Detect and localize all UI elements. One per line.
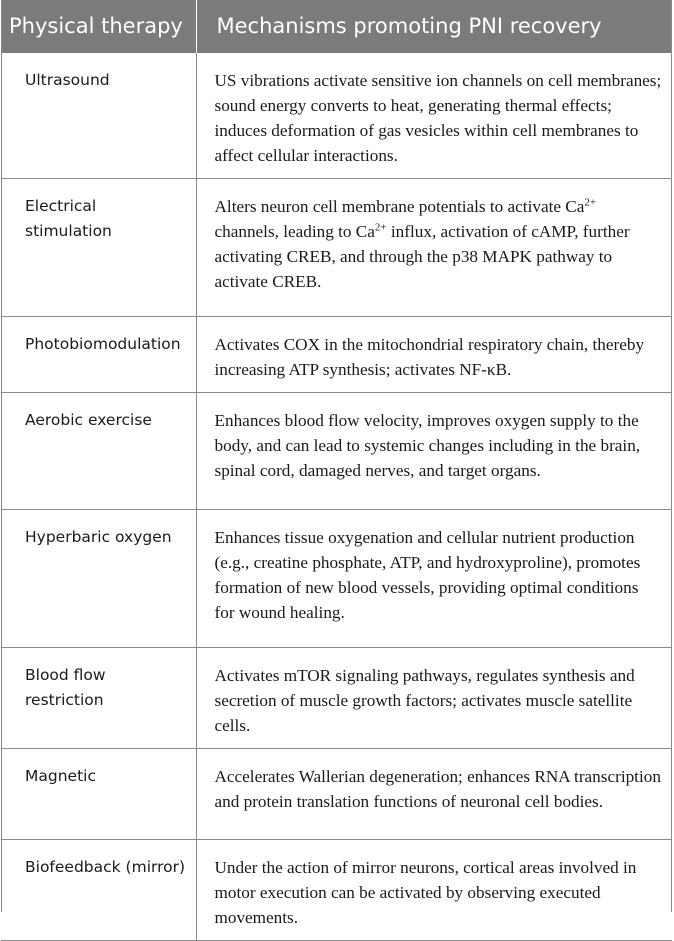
mechanism-cell: Activates COX in the mitochondrial respiratory chain, thereby increasing ATP synthesis; activates NF-κB. <box>196 317 672 393</box>
mechanism-cell: Enhances blood flow velocity, improves oxygen supply to the body, and can lead to systemic changes including in the brain, spinal cord, damaged nerves, and target organs. <box>196 393 672 510</box>
mechanism-cell: Accelerates Wallerian degeneration; enhances RNA transcription and protein translation functions of neuronal cell bodies. <box>196 749 672 840</box>
table-row <box>1 393 672 510</box>
table-header-row <box>1 0 672 53</box>
table-row <box>1 749 672 840</box>
table-row <box>1 179 672 317</box>
mechanism-text-part: Alters neuron cell membrane potentials to activate Ca <box>214 197 585 216</box>
therapy-cell: Hyperbaric oxygen <box>1 510 196 648</box>
table-left-border <box>1 0 2 912</box>
table-row <box>1 510 672 648</box>
table-row <box>1 840 672 941</box>
header-mechanisms: Mechanisms promoting PNI recovery <box>196 0 672 53</box>
table-row <box>1 317 672 393</box>
mechanism-cell: Under the action of mirror neurons, cortical areas involved in motor execution can be activated by observing executed movements. <box>196 840 672 941</box>
header-physical-therapy: Physical therapy <box>1 0 196 53</box>
table-row <box>1 648 672 749</box>
mechanism-cell: Activates mTOR signaling pathways, regulates synthesis and secretion of muscle growth factors; activates muscle satellite cells. <box>196 648 672 749</box>
therapy-cell: Magnetic <box>1 749 196 840</box>
therapy-cell: Aerobic exercise <box>1 393 196 510</box>
therapy-mechanism-table <box>1 0 672 941</box>
superscript-charge: 2+ <box>584 196 597 209</box>
therapy-cell: Photobiomodulation <box>1 317 196 393</box>
therapy-cell: Blood flow restriction <box>1 648 196 749</box>
therapy-cell: Biofeedback (mirror) <box>1 840 196 941</box>
table-right-border <box>671 0 672 912</box>
table-row <box>1 53 672 179</box>
mechanism-text-part: influx, activation of cAMP, further activating CREB, and through the p38 MAPK pathway to activate CREB. <box>214 222 630 291</box>
therapy-cell: Electrical stimulation <box>1 179 196 317</box>
superscript-charge: 2+ <box>374 221 387 234</box>
mechanism-cell: Enhances tissue oxygenation and cellular nutrient production (e.g., creatine phosphate, ATP, and hydroxyproline), promotes formation of new blood vessels, providing optimal conditions for wound healing. <box>196 510 672 648</box>
mechanism-text-part: channels, leading to Ca <box>214 222 375 241</box>
therapy-cell: Ultrasound <box>1 53 196 179</box>
mechanism-cell <box>196 179 672 317</box>
mechanism-cell: US vibrations activate sensitive ion channels on cell membranes; sound energy converts to heat, generating thermal effects; induces deformation of gas vesicles within cell membranes to affect cellular interactions. <box>196 53 672 179</box>
